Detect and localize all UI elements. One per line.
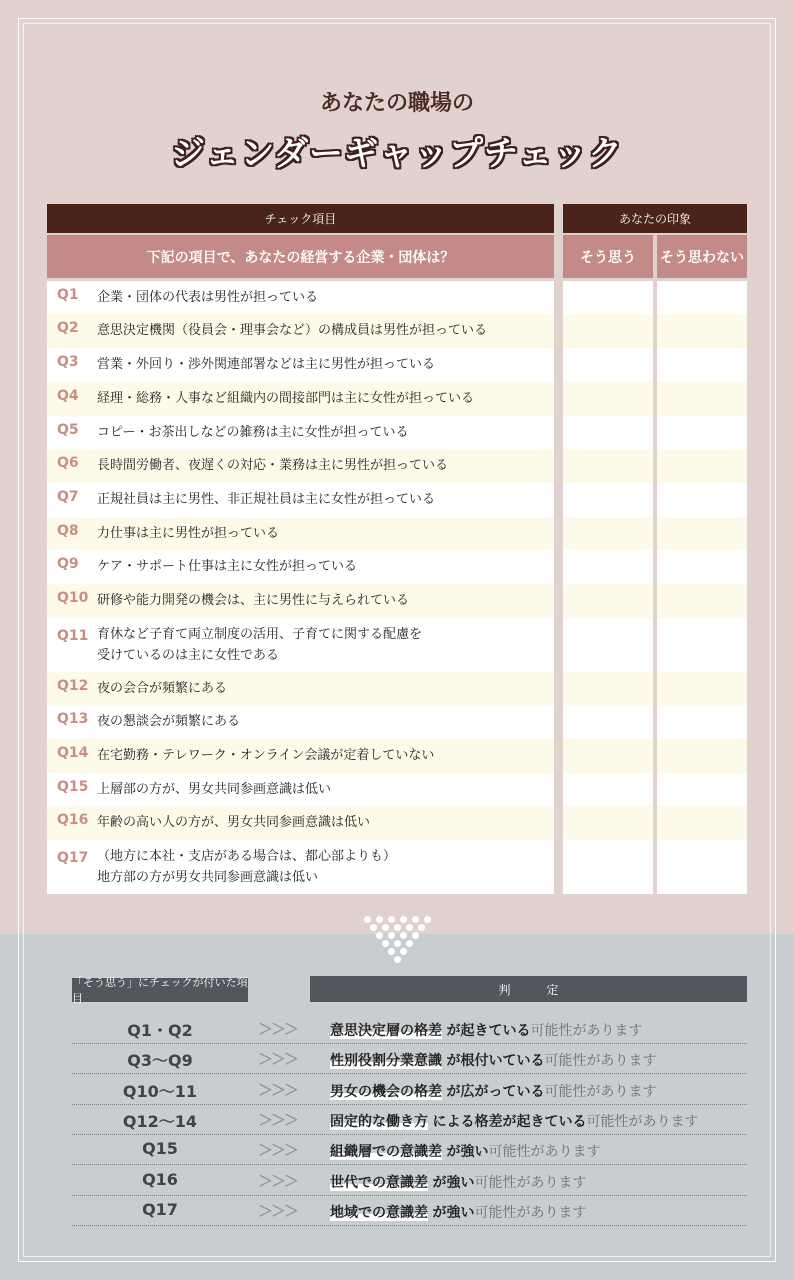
question-text [97, 422, 408, 443]
question-text [97, 354, 435, 375]
result-row [72, 1135, 747, 1165]
check-cell-yes[interactable] [563, 773, 653, 806]
question-text [97, 388, 474, 409]
result-header-left: 「そう思う」にチェックが付いた項目 [72, 976, 248, 1005]
check-cell-no[interactable] [657, 840, 747, 894]
question-number: Q11 [57, 628, 89, 644]
check-cell-yes[interactable] [563, 348, 653, 382]
check-cell-no[interactable] [657, 416, 747, 449]
result-row [72, 1166, 747, 1196]
result-question-range: Q16 [142, 1169, 178, 1189]
triple-chevron-icon: ＞＞＞ [258, 1020, 298, 1038]
check-cell-yes[interactable] [563, 483, 653, 517]
question-number: Q5 [57, 422, 79, 438]
check-cell-yes[interactable] [563, 705, 653, 739]
arrow-dot [424, 916, 431, 923]
result-keyword: 固定的な働き方 [330, 1113, 428, 1130]
result-middle: が広がっている [446, 1083, 545, 1100]
question-text-line: コピー・お茶出しなどの雑務は主に女性が担っている [97, 425, 409, 440]
question-number: Q6 [57, 455, 79, 471]
triple-chevron-icon: ＞＞＞ [258, 1050, 298, 1069]
check-cell-no[interactable] [657, 449, 747, 483]
question-text [97, 745, 434, 766]
question-text [97, 812, 370, 833]
question-text [97, 455, 448, 476]
result-tail: 可能性があります [474, 1174, 587, 1191]
arrow-dot [400, 932, 407, 939]
result-question-range: Q10〜11 [122, 1081, 198, 1101]
result-question-range: Q1・Q2 [127, 1021, 193, 1040]
header-check-items: チェック項目 [47, 204, 554, 233]
check-cell-yes[interactable] [563, 281, 653, 314]
arrow-dot [382, 940, 389, 947]
check-cell-no[interactable] [657, 584, 747, 618]
check-cell-no[interactable] [657, 550, 747, 584]
result-question-range: Q17 [142, 1199, 178, 1219]
arrow-dot [364, 916, 371, 923]
question-text-line: ケア・サポート仕事は主に女性が担っている [97, 559, 358, 574]
table-row [47, 281, 554, 314]
result-middle: が起きている [446, 1023, 531, 1039]
result-judgement [330, 1202, 586, 1222]
table-row [47, 584, 554, 618]
result-middle: が強い [432, 1174, 475, 1191]
arrow-dot [418, 924, 425, 931]
result-question-range: Q15 [142, 1139, 178, 1159]
check-cell-no[interactable] [657, 517, 747, 550]
table-row [47, 550, 554, 584]
result-tail: 可能性があります [488, 1144, 601, 1161]
arrow-dot [406, 924, 413, 931]
result-middle: による格差が起きている [432, 1113, 587, 1130]
question-text [97, 523, 279, 544]
table-row [47, 416, 554, 449]
table-row [47, 840, 554, 894]
question-number: Q16 [57, 812, 89, 828]
triple-chevron-icon: ＞＞＞ [258, 1080, 298, 1099]
triple-chevron-icon: ＞＞＞ [258, 1141, 298, 1160]
question-text [97, 779, 331, 800]
question-text-line: 受けているのは主に女性である [97, 648, 280, 663]
question-text [97, 846, 396, 888]
result-judgement [330, 1081, 656, 1101]
question-text [97, 287, 318, 308]
result-row [72, 1075, 747, 1105]
question-text-line: 意思決定機関（役員会・理事会など）の構成員は男性が担っている [97, 323, 488, 338]
result-question-range: Q12〜14 [122, 1111, 198, 1131]
arrow-dot [412, 916, 419, 923]
header-impression: あなたの印象 [563, 204, 747, 233]
question-number: Q4 [57, 388, 79, 404]
arrow-dot [394, 940, 401, 947]
question-text [97, 590, 409, 611]
arrow-dot [388, 932, 395, 939]
question-number: Q14 [57, 745, 89, 761]
triple-chevron-icon: ＞＞＞ [258, 1171, 298, 1190]
table-row [47, 348, 554, 382]
question-text-line: 企業・団体の代表は男性が担っている [97, 290, 319, 305]
question-text-line: 夜の懇談会が頻繁にある [97, 714, 241, 729]
arrow-dot [412, 932, 419, 939]
question-text [97, 678, 227, 699]
question-number: Q7 [57, 489, 79, 505]
result-judgement [330, 1020, 642, 1040]
question-number: Q10 [57, 590, 89, 606]
question-number: Q12 [57, 678, 89, 694]
result-tail: 可能性があります [544, 1053, 657, 1070]
page-title: ジェンダーギャップチェック [171, 134, 623, 174]
check-cell-yes[interactable] [563, 449, 653, 483]
question-number: Q3 [57, 354, 79, 370]
check-cell-yes[interactable] [563, 672, 653, 705]
question-text-line: 長時間労働者、夜遅くの対応・業務は主に男性が担っている [97, 458, 449, 473]
result-middle: が強い [432, 1204, 475, 1221]
result-keyword: 意思決定層の格差 [330, 1023, 442, 1039]
check-cell-yes[interactable] [563, 584, 653, 618]
result-judgement [330, 1050, 656, 1070]
question-text [97, 489, 435, 510]
question-number: Q13 [57, 711, 89, 727]
table-row [47, 483, 554, 517]
arrow-dot [388, 948, 395, 955]
triple-chevron-icon: ＞＞＞ [258, 1201, 298, 1220]
result-row [72, 1014, 747, 1044]
check-cell-yes[interactable] [563, 517, 653, 550]
triple-chevron-icon: ＞＞＞ [258, 1110, 298, 1129]
check-cell-no[interactable] [657, 739, 747, 773]
result-middle: が根付いている [446, 1053, 545, 1070]
arrow-dot [388, 916, 395, 923]
question-text [97, 624, 422, 666]
check-cell-yes[interactable] [563, 382, 653, 416]
question-text-line: 力仕事は主に男性が担っている [97, 526, 280, 541]
check-cell-no[interactable] [657, 483, 747, 517]
check-cell-no[interactable] [657, 382, 747, 416]
question-text [97, 556, 357, 577]
check-cell-no[interactable] [657, 314, 747, 348]
arrow-dot [376, 916, 383, 923]
col-no-header: そう思わない [657, 235, 747, 278]
question-number: Q1 [57, 287, 79, 303]
check-cell-no[interactable] [657, 773, 747, 806]
question-text-line: 年齢の高い人の方が、男女共同参画意識は低い [97, 815, 371, 830]
check-cell-no[interactable] [657, 281, 747, 314]
result-question-range: Q3〜Q9 [127, 1051, 193, 1071]
table-row [47, 382, 554, 416]
question-number: Q8 [57, 523, 79, 539]
check-cell-yes[interactable] [563, 416, 653, 449]
arrow-dot [394, 956, 401, 963]
check-cell-yes[interactable] [563, 618, 653, 672]
result-row [72, 1044, 747, 1074]
result-keyword: 組織層での意識差 [330, 1144, 442, 1161]
question-text-line: 育休など子育て両立制度の活用、子育てに関する配慮を [97, 627, 423, 642]
arrow-dot [406, 940, 413, 947]
table-row [47, 314, 554, 348]
check-cell-no[interactable] [657, 806, 747, 840]
title-sub: あなたの職場の [319, 91, 474, 116]
table-row [47, 773, 554, 806]
result-keyword: 世代での意識差 [330, 1174, 428, 1191]
col-yes-header: そう思う [563, 235, 653, 278]
result-judgement [330, 1172, 586, 1192]
question-text-line: 正規社員は主に男性、非正規社員は主に女性が担っている [97, 492, 436, 507]
question-number: Q9 [57, 556, 79, 572]
check-cell-no[interactable] [657, 672, 747, 705]
table-row [47, 806, 554, 840]
table-row [47, 705, 554, 739]
result-middle: が強い [446, 1144, 489, 1161]
question-text [97, 711, 240, 732]
question-text-line: 営業・外回り・渉外関連部署などは主に男性が担っている [97, 357, 436, 372]
check-cell-yes[interactable] [563, 739, 653, 773]
question-text [97, 320, 487, 341]
result-row [72, 1196, 747, 1226]
arrow-dot [376, 932, 383, 939]
arrow-dot [370, 924, 377, 931]
result-keyword: 性別役割分業意識 [330, 1053, 442, 1070]
question-text-line: 地方部の方が男女共同参画意識は低い [97, 870, 319, 885]
question-prompt: 下記の項目で、あなたの経営する企業・団体は？ [47, 235, 554, 278]
question-text-line: 上層部の方が、男女共同参画意識は低い [97, 782, 332, 797]
question-number: Q2 [57, 320, 79, 336]
check-cell-no[interactable] [657, 348, 747, 382]
question-text-line: （地方に本社・支店がある場合は、都心部よりも） [97, 849, 397, 864]
result-header-right: 判 定 [310, 976, 747, 1002]
down-arrow-icon [358, 916, 438, 962]
table-row [47, 739, 554, 773]
question-text-line: 研修や能力開発の機会は、主に男性に与えられている [97, 593, 410, 608]
table-row [47, 672, 554, 705]
question-number: Q15 [57, 779, 89, 795]
arrow-dot [400, 948, 407, 955]
result-judgement [330, 1141, 600, 1161]
check-cell-yes[interactable] [563, 314, 653, 348]
arrow-dot [400, 916, 407, 923]
question-text-line: 夜の会合が頻繁にある [97, 681, 228, 696]
check-cell-yes[interactable] [563, 806, 653, 840]
check-cell-yes[interactable] [563, 840, 653, 894]
result-keyword: 地域での意識差 [330, 1204, 428, 1221]
check-cell-no[interactable] [657, 705, 747, 739]
result-tail: 可能性があります [474, 1204, 587, 1221]
result-judgement [330, 1111, 698, 1131]
table-row [47, 517, 554, 550]
table-row [47, 618, 554, 672]
table-row [47, 449, 554, 483]
result-row [72, 1105, 747, 1135]
result-tail: 可能性があります [530, 1023, 643, 1039]
question-text-line: 経理・総務・人事など組織内の間接部門は主に女性が担っている [97, 391, 475, 406]
result-keyword: 男女の機会の格差 [330, 1083, 442, 1100]
check-cell-no[interactable] [657, 618, 747, 672]
result-tail: 可能性があります [544, 1083, 657, 1100]
arrow-dot [382, 924, 389, 931]
check-cell-yes[interactable] [563, 550, 653, 584]
result-tail: 可能性があります [586, 1113, 699, 1130]
arrow-dot [394, 924, 401, 931]
question-text-line: 在宅勤務・テレワーク・オンライン会議が定着していない [97, 748, 435, 763]
question-number: Q17 [57, 850, 89, 866]
